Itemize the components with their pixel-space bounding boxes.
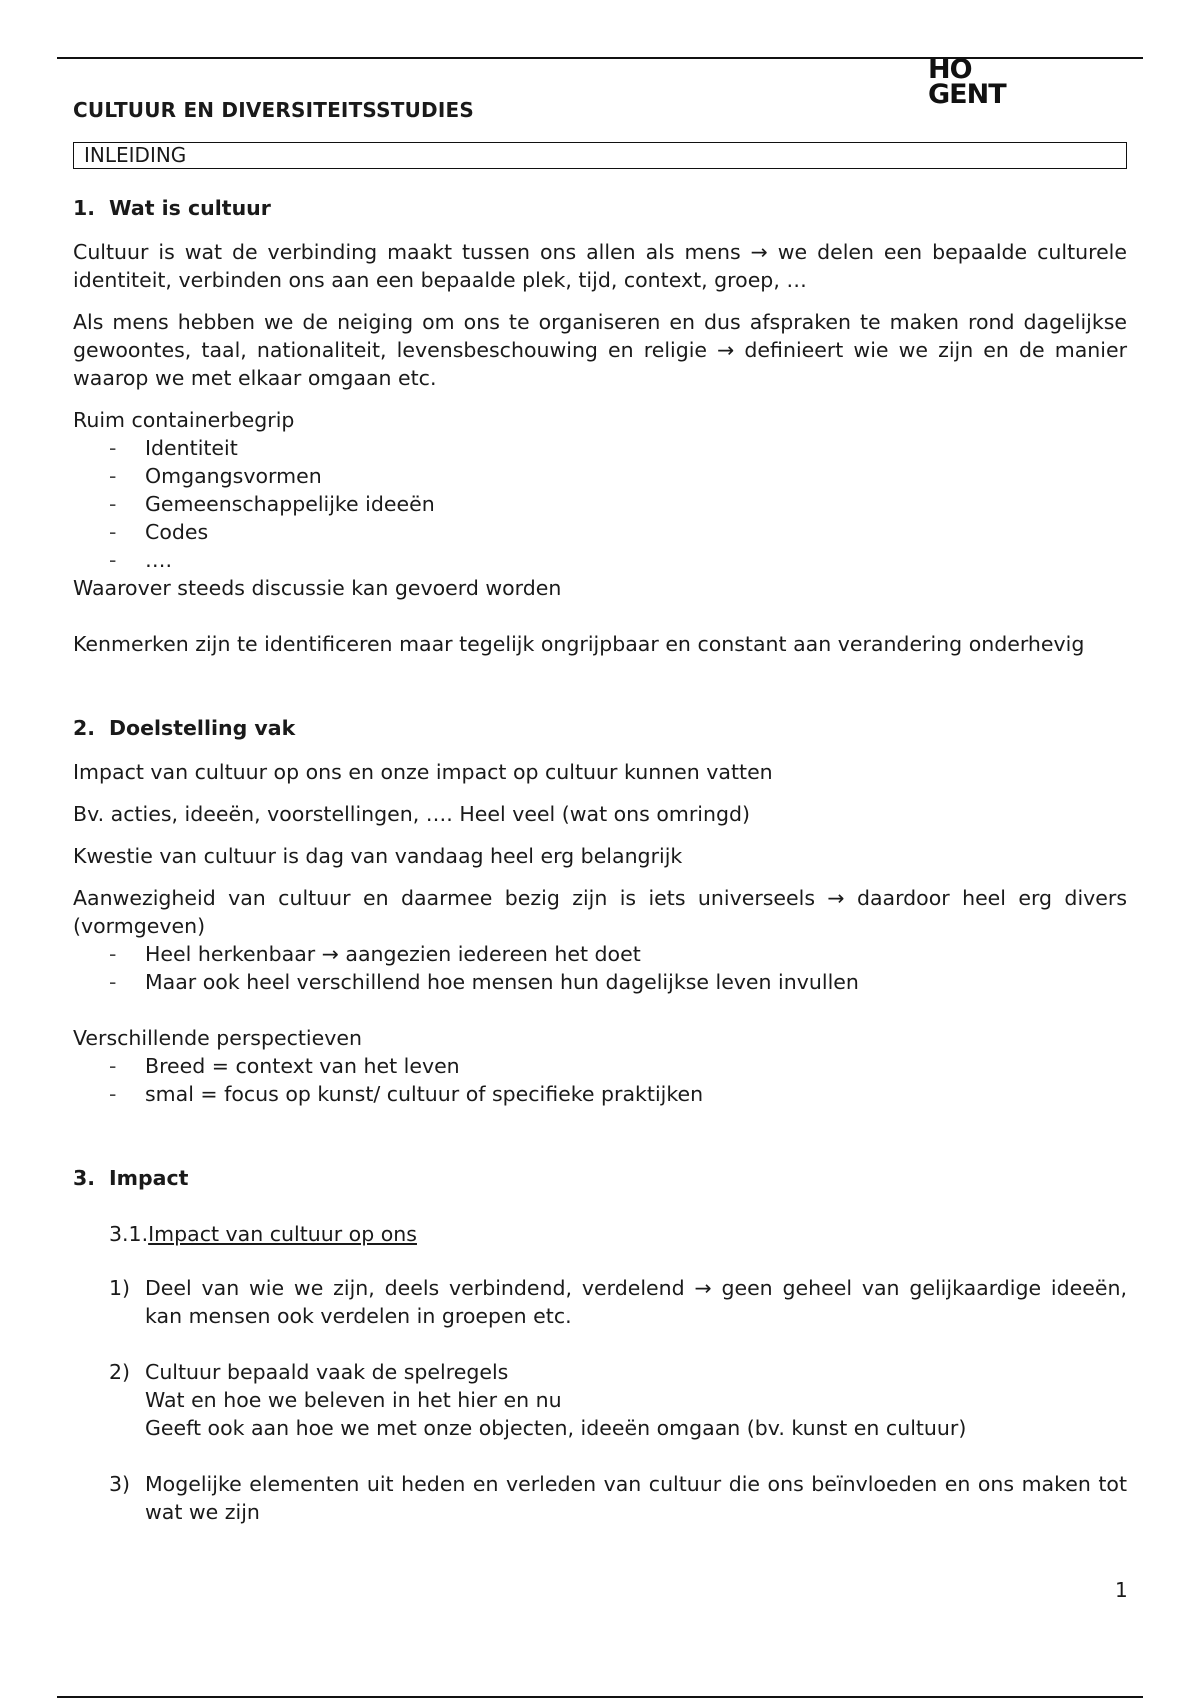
list-item: - Gemeenschappelijke ideeën <box>109 492 435 516</box>
s2-paragraph-2: Bv. acties, ideeën, voorstellingen, …. Heel veel (wat ons omringd) <box>73 802 751 826</box>
logo-line-1: HO <box>928 54 972 85</box>
logo-line-2: GENT <box>928 79 1006 110</box>
s1-paragraph-2: Als mens hebben we de neiging om ons te organiseren en dus afspraken te maken rond dagelijkse gewoontes, taal, nationaliteit, levensbeschouwing en religie → definieert wie we zijn en de manier waarop we met elkaar omgaan etc. <box>73 310 1127 390</box>
list-item: - Codes <box>109 520 209 544</box>
heading-2 <box>73 714 1127 742</box>
heading-3-title: Impact <box>109 1166 189 1190</box>
s2-list-1 <box>73 940 1127 996</box>
bottom-rule <box>57 1696 1143 1698</box>
impact-list <box>73 1274 1127 1526</box>
heading-2-number: 2. <box>73 716 96 740</box>
subheading-title: Impact van cultuur op ons <box>148 1222 417 1246</box>
s1-list <box>73 434 1127 574</box>
s2-list-2 <box>73 1052 1127 1108</box>
heading-1-number: 1. <box>73 196 96 220</box>
heading-1-title: Wat is cultuur <box>109 196 271 220</box>
page-number: 1 <box>1115 1578 1128 1602</box>
list-item: - Heel herkenbaar → aangezien iedereen het doet <box>109 942 641 966</box>
heading-2-title: Doelstelling vak <box>109 716 296 740</box>
s1-paragraph-5: Kenmerken zijn te identificeren maar tegelijk ongrijpbaar en constant aan verandering onderhevig <box>73 632 1085 656</box>
hogent-logo <box>928 54 1006 110</box>
heading-3 <box>73 1164 1127 1192</box>
s1-paragraph-1: Cultuur is wat de verbinding maakt tussen ons allen als mens → we delen een bepaalde culturele identiteit, verbinden ons aan een bepaalde plek, tijd, context, groep, … <box>73 240 1127 292</box>
s2-paragraph-3: Kwestie van cultuur is dag van vandaag heel erg belangrijk <box>73 844 683 868</box>
document-body <box>73 194 1127 1526</box>
s1-paragraph-4: Waarover steeds discussie kan gevoerd worden <box>73 576 562 600</box>
list-item: - Omgangsvormen <box>109 464 322 488</box>
list-item: - smal = focus op kunst/ cultuur of specifieke praktijken <box>109 1082 704 1106</box>
list-item: - Breed = context van het leven <box>109 1054 460 1078</box>
section-box-inleiding: INLEIDING <box>73 142 1127 169</box>
subheading-number: 3.1. <box>109 1222 149 1246</box>
list-item: 1) Deel van wie we zijn, deels verbindend, verdelend → geen geheel van gelijkaardige ideeën, kan mensen ook verdelen in groepen etc. <box>109 1276 1127 1328</box>
list-item: 3) Mogelijke elementen uit heden en verleden van cultuur die ons beïnvloeden en ons maken tot wat we zijn <box>109 1472 1127 1524</box>
list-item: - …. <box>109 548 173 572</box>
s2-paragraph-5: Verschillende perspectieven <box>73 1026 362 1050</box>
document-title: CULTUUR EN DIVERSITEITSSTUDIES <box>73 98 474 122</box>
s2-paragraph-1: Impact van cultuur op ons en onze impact op cultuur kunnen vatten <box>73 760 773 784</box>
list-item: - Identiteit <box>109 436 238 460</box>
s2-paragraph-4: Aanwezigheid van cultuur en daarmee bezig zijn is iets universeels → daardoor heel erg divers (vormgeven) <box>73 886 1127 938</box>
list-item: - Maar ook heel verschillend hoe mensen hun dagelijkse leven invullen <box>109 970 859 994</box>
heading-1 <box>73 194 1127 222</box>
list-item: 2) Cultuur bepaald vaak de spelregels Wat en hoe we beleven in het hier en nu Geeft ook aan hoe we met onze objecten, ideeën omgaan (bv. kunst en cultuur) <box>109 1360 967 1440</box>
s1-paragraph-3: Ruim containerbegrip <box>73 408 295 432</box>
heading-3-number: 3. <box>73 1166 96 1190</box>
subheading-3-1 <box>73 1220 1127 1248</box>
